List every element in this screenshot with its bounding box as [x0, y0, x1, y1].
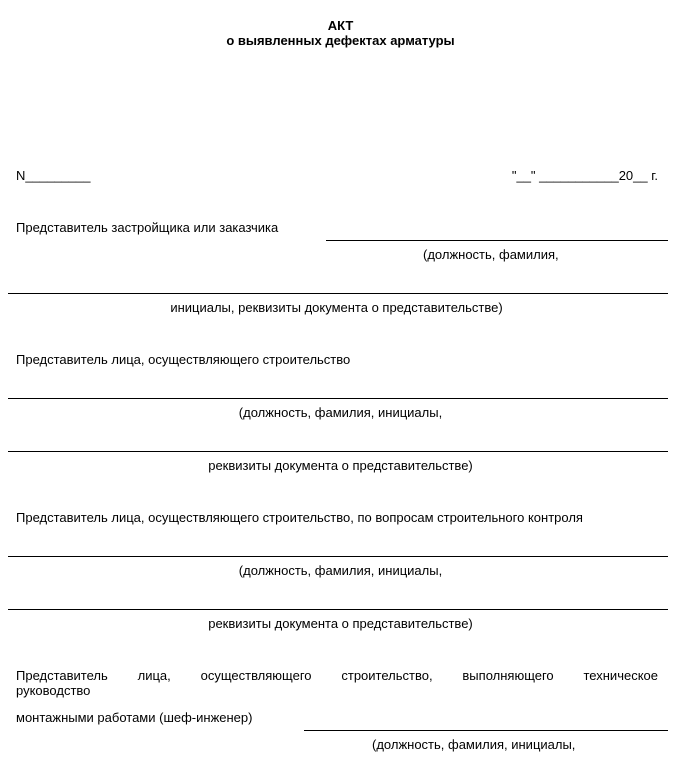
- customer-rep-hint-1: (должность, фамилия,: [423, 247, 559, 262]
- act-date: "__" ___________20__ г.: [511, 168, 658, 183]
- engineer-rep-field-line[interactable]: [304, 730, 668, 731]
- engineer-rep-label-line-1: Представитель лица, осуществляющего строительство, выполняющего техническое: [16, 668, 658, 683]
- control-rep-label: Представитель лица, осуществляющего строительство, по вопросам строительного контроля: [16, 510, 583, 525]
- engineer-rep-hint-1: (должность, фамилия, инициалы,: [372, 737, 576, 752]
- document-subtitle: о выявленных дефектах арматуры: [226, 33, 455, 48]
- engineer-rep-label-line-3: монтажными работами (шеф-инженер): [16, 710, 253, 725]
- act-number-prefix: N: [16, 168, 26, 183]
- builder-rep-field-line-2[interactable]: [8, 451, 668, 452]
- customer-rep-hint-2: инициалы, реквизиты документа о представительстве): [170, 300, 503, 315]
- act-number-blank: _________: [25, 168, 91, 183]
- customer-rep-field-line-2[interactable]: [8, 293, 668, 294]
- act-number: [16, 168, 90, 183]
- document-title: АКТ: [327, 18, 354, 33]
- builder-rep-field-line[interactable]: [8, 398, 668, 399]
- engineer-rep-label-line-2: руководство: [16, 683, 91, 698]
- customer-rep-label: Представитель застройщика или заказчика: [16, 220, 279, 235]
- control-rep-hint-1: (должность, фамилия, инициалы,: [238, 563, 443, 578]
- control-rep-hint-2: реквизиты документа о представительстве): [208, 616, 473, 631]
- control-rep-field-line-2[interactable]: [8, 609, 668, 610]
- builder-rep-label: Представитель лица, осуществляющего строительство: [16, 352, 351, 367]
- customer-rep-field-line[interactable]: [326, 240, 668, 241]
- builder-rep-hint-1: (должность, фамилия, инициалы,: [238, 405, 443, 420]
- builder-rep-hint-2: реквизиты документа о представительстве): [208, 458, 473, 473]
- control-rep-field-line[interactable]: [8, 556, 668, 557]
